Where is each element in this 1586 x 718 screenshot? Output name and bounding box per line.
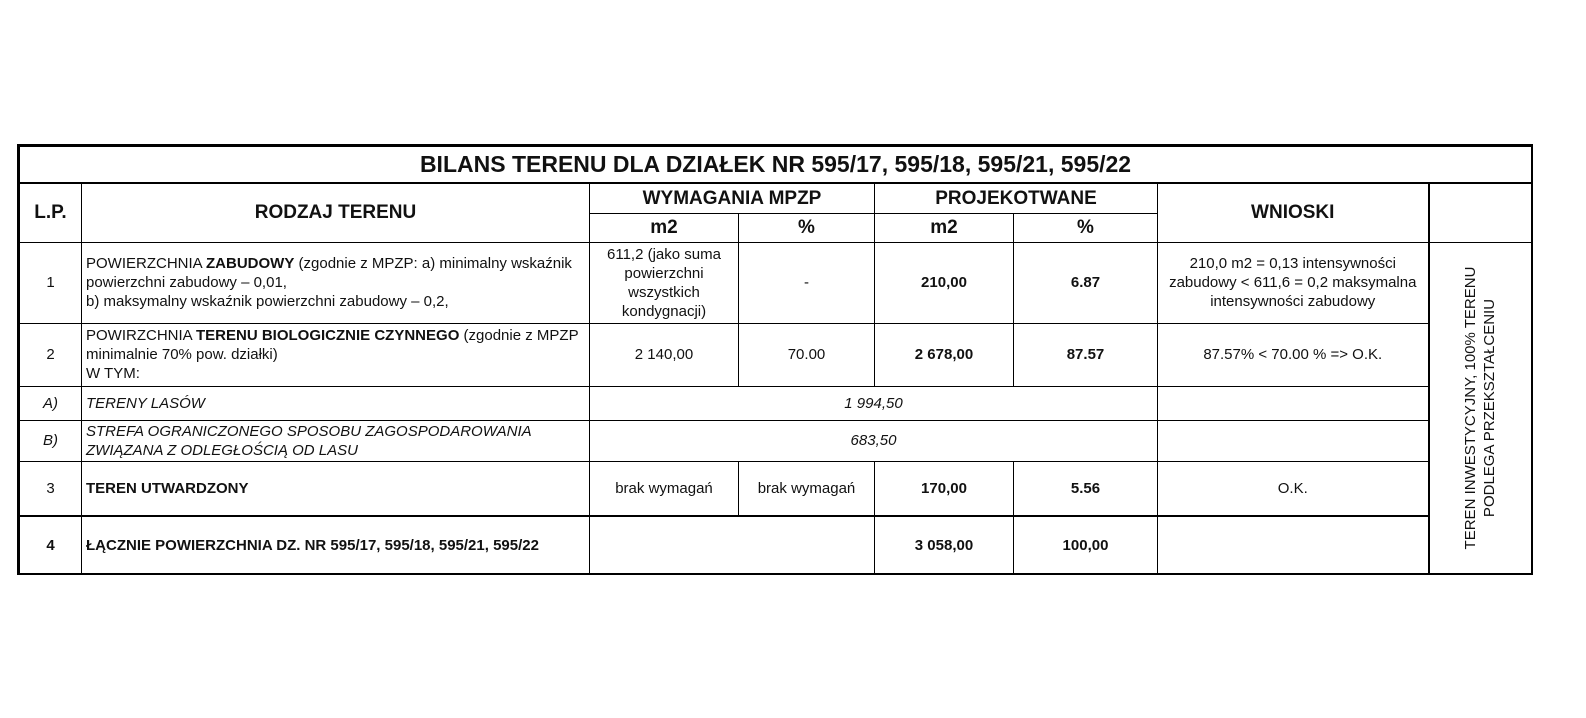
table-row-1 <box>20 242 1532 323</box>
row2-proj-pct: 87.57 <box>1014 323 1158 386</box>
row1-req-pct: - <box>739 242 875 323</box>
header-rodzaj-terenu: RODZAJ TERENU <box>82 183 590 242</box>
row2-wnioski: 87.57% < 70.00 % => O.K. <box>1158 323 1429 386</box>
table-row-3 <box>20 461 1532 516</box>
table-row-4 <box>20 516 1532 574</box>
row3-lp: 3 <box>20 461 82 516</box>
header-side-empty <box>1429 183 1532 242</box>
row1-name-pre: POWIERZCHNIA <box>86 255 207 272</box>
land-balance-table <box>19 146 1532 575</box>
header-wnioski: WNIOSKI <box>1158 183 1429 242</box>
rowB-value: 683,50 <box>590 420 1158 461</box>
row3-proj-m2: 170,00 <box>875 461 1014 516</box>
row1-name-post: (zgodnie z MPZP: a) minimalny wskaźnik powierzchni zabudowy – 0,01, <box>86 255 572 291</box>
header-req-m2: m2 <box>590 213 739 242</box>
side-note-cell <box>1429 242 1532 574</box>
side-note-text <box>1461 243 1499 573</box>
header-wymagania-mpzp: WYMAGANIA MPZP <box>590 183 875 213</box>
row1-name-bold: ZABUDOWY <box>206 255 295 272</box>
rowB-wnioski <box>1158 420 1429 461</box>
table-row-2 <box>20 323 1532 386</box>
row2-name-post: (zgodnie z MPZP minimalnie 70% pow. działki) <box>86 327 579 363</box>
row1-proj-pct: 6.87 <box>1014 242 1158 323</box>
title-row <box>20 147 1532 184</box>
rowA-value: 1 994,50 <box>590 386 1158 420</box>
row3-wnioski: O.K. <box>1158 461 1429 516</box>
row1-name-line2: b) maksymalny wskaźnik powierzchni zabudowy – 0,2, <box>86 293 449 310</box>
rowB-lp: B) <box>20 420 82 461</box>
rowA-lp: A) <box>20 386 82 420</box>
header-projektowane: PROJEKOTWANE <box>875 183 1158 213</box>
rowB-name: STREFA OGRANICZONEGO SPOSOBU ZAGOSPODAROWANIA ZWIĄZANA Z ODLEGŁOŚCIĄ OD LASU <box>82 420 590 461</box>
row3-req-m2: brak wymagań <box>590 461 739 516</box>
row2-name-line2: W TYM: <box>86 365 140 382</box>
row3-proj-pct: 5.56 <box>1014 461 1158 516</box>
header-row-1 <box>20 183 1532 213</box>
header-lp: L.P. <box>20 183 82 242</box>
rowA-wnioski <box>1158 386 1429 420</box>
row2-name-pre: POWIRZCHNIA <box>86 327 197 344</box>
header-proj-pct: % <box>1014 213 1158 242</box>
row4-proj-m2: 3 058,00 <box>875 516 1014 574</box>
row4-name: ŁĄCZNIE POWIERZCHNIA DZ. NR 595/17, 595/18, 595/21, 595/22 <box>82 516 590 574</box>
row1-proj-m2: 210,00 <box>875 242 1014 323</box>
row2-name <box>82 323 590 386</box>
row3-name: TEREN UTWARDZONY <box>82 461 590 516</box>
row4-proj-pct: 100,00 <box>1014 516 1158 574</box>
row1-wnioski: 210,0 m2 = 0,13 intensywności zabudowy < 611,6 = 0,2 maksymalna intensywności zabudowy <box>1158 242 1429 323</box>
table-row-a <box>20 386 1532 420</box>
row2-req-pct: 70.00 <box>739 323 875 386</box>
header-proj-m2: m2 <box>875 213 1014 242</box>
row2-name-bold: TERENU BIOLOGICZNIE CZYNNEGO <box>196 327 460 344</box>
side-note-line2: PODLEGA PRZEKSZTAŁCENIU <box>1481 298 1499 518</box>
side-note-line1: TEREN INWESTYCYJNY, 100% TERENU <box>1462 266 1480 550</box>
table-row-b <box>20 420 1532 461</box>
row1-req-m2: 611,2 (jako suma powierzchni wszystkich kondygnacji) <box>590 242 739 323</box>
row2-lp: 2 <box>20 323 82 386</box>
row1-lp: 1 <box>20 242 82 323</box>
row4-req-empty <box>590 516 875 574</box>
row2-req-m2: 2 140,00 <box>590 323 739 386</box>
row3-req-pct: brak wymagań <box>739 461 875 516</box>
row4-wnioski <box>1158 516 1429 574</box>
row4-lp: 4 <box>20 516 82 574</box>
row2-proj-m2: 2 678,00 <box>875 323 1014 386</box>
header-req-pct: % <box>739 213 875 242</box>
land-balance-table-frame <box>17 144 1533 575</box>
table-title: BILANS TERENU DLA DZIAŁEK NR 595/17, 595/18, 595/21, 595/22 <box>20 147 1532 184</box>
row1-name <box>82 242 590 323</box>
rowA-name: TERENY LASÓW <box>82 386 590 420</box>
